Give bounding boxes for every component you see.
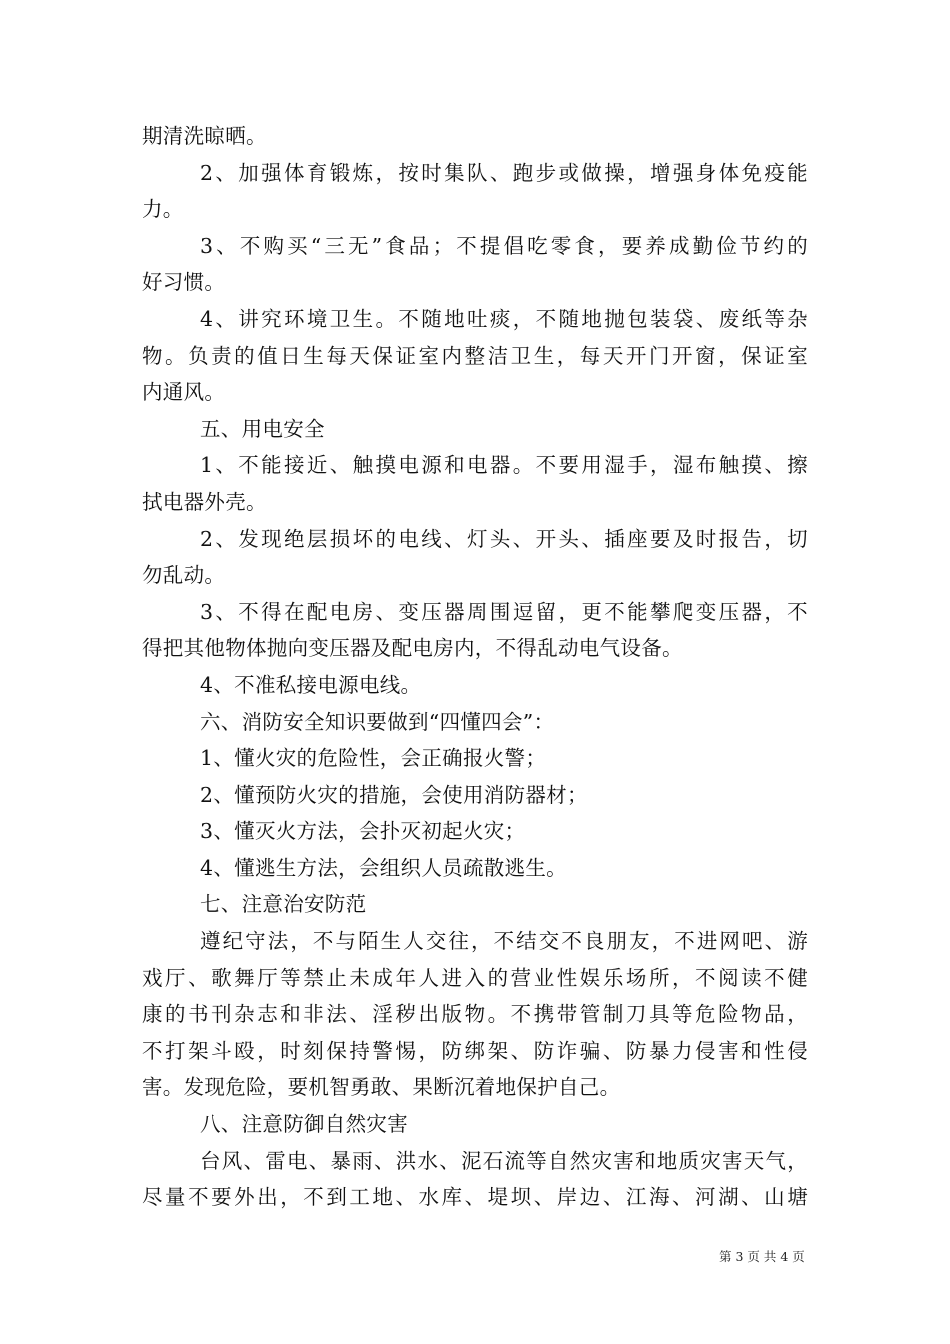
text-line: 拭电器外壳。 (142, 489, 267, 514)
text-line: 好习惯。 (142, 270, 226, 295)
text-line: 力。 (142, 197, 184, 222)
text-line: 五、用电安全 (200, 416, 325, 441)
text-line: 害。发现危险，要机智勇敢、果断沉着地保护自己。 (142, 1075, 621, 1100)
text-line: 不打架斗殴，时刻保持警惕，防绑架、防诈骗、防暴力侵害和性侵 (142, 1038, 808, 1063)
text-line: 八、注意防御自然灾害 (200, 1112, 408, 1137)
text-line: 尽量不要外出，不到工地、水库、堤坝、岸边、江海、河湖、山塘 (142, 1185, 808, 1210)
text-line: 期清洗晾晒。 (142, 124, 267, 148)
text-line: 康的书刊杂志和非法、淫秽出版物。不携带管制刀具等危险物品， (142, 1002, 808, 1027)
text-line: 1、不能接近、触摸电源和电器。不要用湿手，湿布触摸、擦 (200, 453, 808, 478)
text-line: 3、不购买“三无”食品；不提倡吃零食，要养成勤俭节约的 (200, 233, 808, 258)
document-body (142, 118, 808, 1216)
text-line: 1、懂火灾的危险性，会正确报火警； (200, 746, 547, 771)
text-line: 内通风。 (142, 380, 226, 405)
text-line: 得把其他物体抛向变压器及配电房内，不得乱动电气设备。 (142, 636, 683, 661)
text-line: 七、注意治安防范 (200, 892, 367, 917)
text-line: 遵纪守法，不与陌生人交往，不结交不良朋友，不进网吧、游 (200, 929, 808, 954)
page-footer: 第 3 页 共 4 页 (719, 1249, 805, 1264)
text-line: 物。负责的值日生每天保证室内整洁卫生，每天开门开窗，保证室 (142, 343, 808, 368)
text-line: 2、懂预防火灾的措施，会使用消防器材； (200, 782, 588, 807)
text-line: 3、懂灭火方法，会扑灭初起火灾； (200, 819, 526, 844)
text-line: 六、消防安全知识要做到“四懂四会”： (200, 709, 555, 734)
text-line: 台风、雷电、暴雨、洪水、泥石流等自然灾害和地质灾害天气， (200, 1148, 808, 1173)
text-line: 2、发现绝层损坏的电线、灯头、开头、插座要及时报告，切 (200, 526, 808, 551)
text-line: 戏厅、歌舞厅等禁止未成年人进入的营业性娱乐场所，不阅读不健 (142, 965, 808, 990)
text-line: 勿乱动。 (142, 563, 226, 588)
text-line: 4、不准私接电源电线。 (200, 672, 422, 697)
text-line: 2、加强体育锻炼，按时集队、跑步或做操，增强身体免疫能 (200, 160, 808, 185)
text-line: 4、懂逃生方法，会组织人员疏散逃生。 (200, 855, 567, 880)
text-line: 4、讲究环境卫生。不随地吐痰，不随地抛包装袋、废纸等杂 (200, 306, 808, 331)
text-line: 3、不得在配电房、变压器周围逗留，更不能攀爬变压器，不 (200, 599, 808, 624)
